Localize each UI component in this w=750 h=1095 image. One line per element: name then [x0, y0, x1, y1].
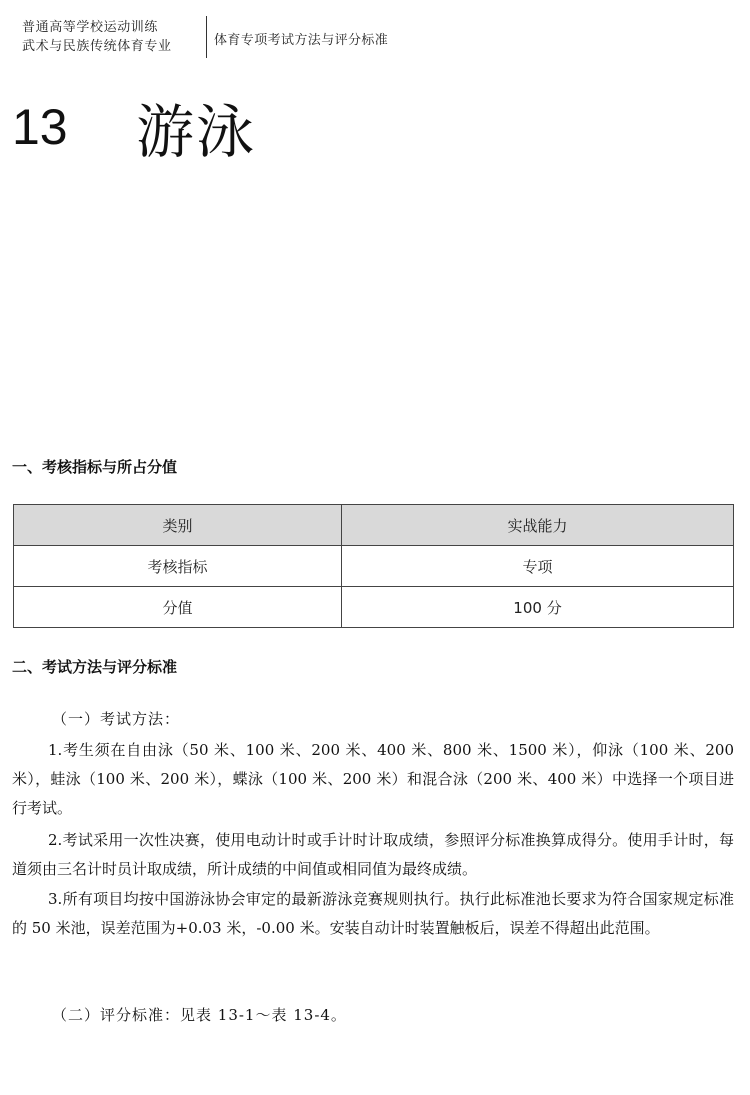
section-heading-1: 一、考核指标与所占分值	[12, 458, 178, 476]
paragraph-2: 2.考试采用一次性决赛，使用电动计时或手计时计取成绩，参照评分标准换算成得分。使用手计时，每道须由三名计时员计取成绩，所计成绩的中间值或相同值为最终成绩。	[12, 831, 734, 878]
header-left	[22, 18, 202, 56]
header-right: 体育专项考试方法与评分标准	[214, 33, 389, 48]
chapter-number: 13	[12, 99, 68, 155]
table-cell: 考核指标	[14, 546, 342, 587]
section-heading-2: 二、考试方法与评分标准	[12, 658, 178, 676]
assessment-table	[13, 504, 734, 628]
table-header-cell: 类别	[14, 505, 342, 546]
table-row	[14, 546, 734, 587]
header-divider	[206, 16, 207, 58]
chapter-title	[12, 92, 257, 166]
header-left-line2: 武术与民族传统体育专业	[22, 39, 172, 54]
table-header-row	[14, 505, 734, 546]
sub-heading-scoring: （二）评分标准：见表 13-1～表 13-4。	[52, 1006, 347, 1024]
paragraph-1: 1.考生须在自由泳（50 米、100 米、200 米、400 米、800 米、1500 米），仰泳（100 米、200 米），蛙泳（100 米、200 米），蝶泳（100 米、200 米）和混合泳（200 米、400 米）中选择一个项目进行考试。	[12, 741, 734, 817]
sub-heading-exam-method: （一）考试方法：	[52, 710, 181, 728]
header-left-line1: 普通高等学校运动训练	[22, 20, 159, 35]
table-cell: 100 分	[342, 587, 734, 628]
chapter-name: 游泳	[136, 98, 257, 166]
paragraph-3: 3.所有项目均按中国游泳协会审定的最新游泳竞赛规则执行。执行此标准池长要求为符合国家规定标准的 50 米池，误差范围为+0.03 米，-0.00 米。安装自动计时装置触板后，误差不得超出此范围。	[12, 890, 734, 937]
table-cell: 分值	[14, 587, 342, 628]
table-cell: 专项	[342, 546, 734, 587]
table-row	[14, 587, 734, 628]
table-header-cell: 实战能力	[342, 505, 734, 546]
